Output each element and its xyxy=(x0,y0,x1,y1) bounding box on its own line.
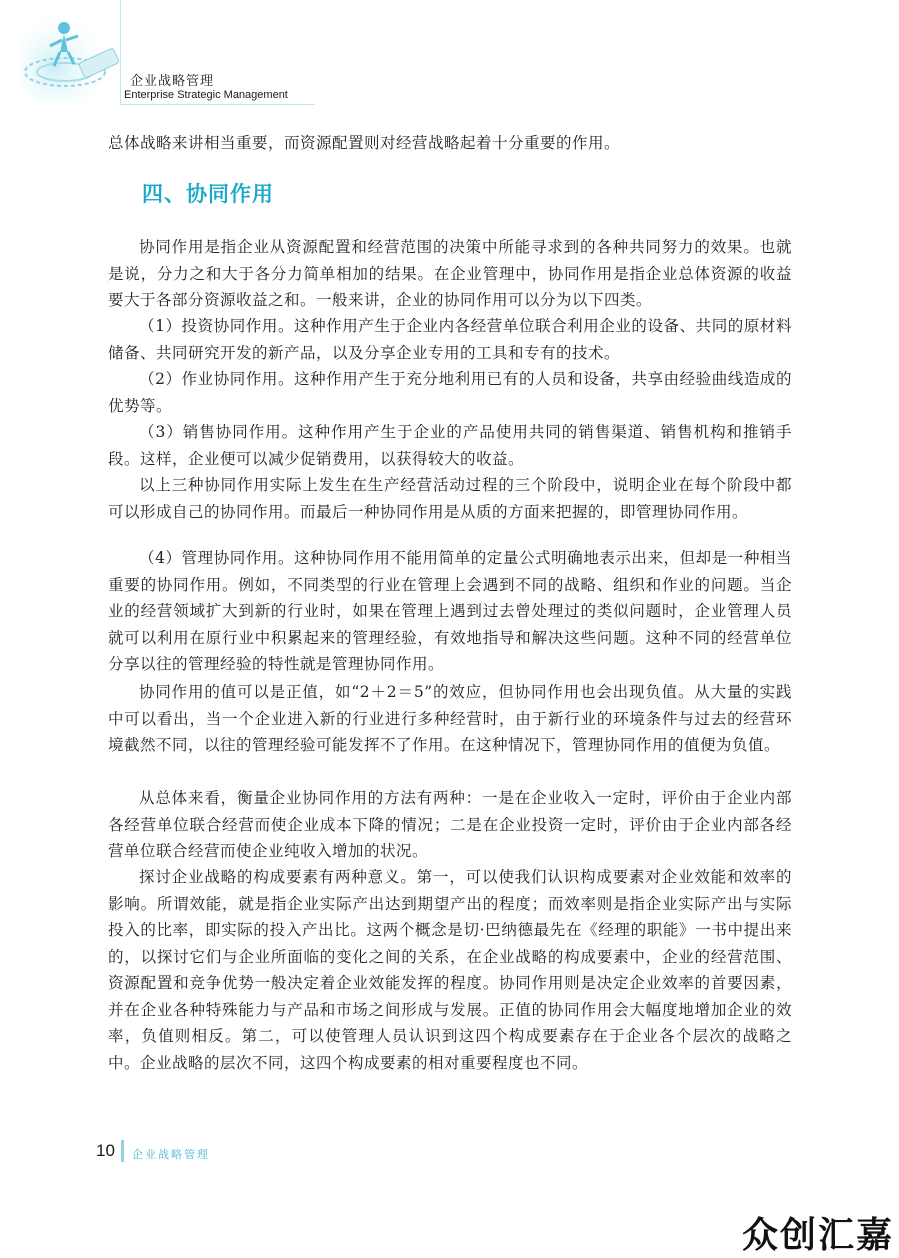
header-title-english: Enterprise Strategic Management xyxy=(124,89,288,101)
paragraph-6: （4）管理协同作用。这种协同作用不能用简单的定量公式明确地表示出来，但却是一种相当重要的协同作用。例如，不同类型的行业在管理上会遇到不同的战略、组织和作业的问题。当企业的经营领域扩大到新的行业时，如果在管理上遇到过去曾处理过的类似问题时，企业管理人员就可以利用在原行业中积累起来的管理经验，有效地指导和解决这些问题。这种不同的经营单位分享以往的管理经验的特性就是管理协同作用。 xyxy=(108,549,792,673)
continuation-paragraph: 总体战略来讲相当重要，而资源配置则对经营战略起着十分重要的作用。 xyxy=(108,134,621,152)
header-vertical-rule xyxy=(120,0,121,105)
footer-title: 企业战略管理 xyxy=(132,1148,210,1161)
watermark: 众创汇嘉 xyxy=(742,1215,895,1256)
paragraph-9: 探讨企业战略的构成要素有两种意义。第一，可以使我们认识构成要素对企业效能和效率的影响。所谓效能，就是指企业实际产出达到期望产出的程度；而效率则是指企业实际产出与实际投入的比率，即实际的投入产出比。这两个概念是切·巴纳德最先在《经理的职能》一书中提出来的，以探讨它们与企业所面临的变化之间的关系，在企业战略的构成要素中，企业的经营范围、资源配置和竞争优势一般决定着企业效能发挥的程度。协同作用则是决定企业效率的首要因素，并在企业各种特殊能力与产品和市场之间形成与发展。正值的协同作用会大幅度地增加企业的效率，负值则相反。第二，可以使管理人员认识到这四个构成要素存在于企业各个层次的战略之中。企业战略的层次不同，这四个构成要素的相对重要程度也不同。 xyxy=(108,868,792,1072)
header-title-chinese: 企业战略管理 xyxy=(130,74,215,89)
header-illustration xyxy=(20,0,130,105)
footer-divider xyxy=(121,1140,124,1162)
section-heading: 四、协同作用 xyxy=(142,182,274,206)
paragraph-7: 协同作用的值可以是正值，如“2＋2＝5”的效应，但协同作用也会出现负值。从大量的实践中可以看出，当一个企业进入新的行业进行多种经营时，由于新行业的环境条件与过去的经营环境截然不同，以往的管理经验可能发挥不了作用。在这种情况下，管理协同作用的值便为负值。 xyxy=(108,683,792,754)
paragraph-4: （3）销售协同作用。这种作用产生于企业的产品使用共同的销售渠道、销售机构和推销手段。这样，企业便可以减少促销费用，以获得较大的收益。 xyxy=(108,423,792,468)
header-horizontal-rule xyxy=(120,104,315,105)
paragraph-2: （1）投资协同作用。这种作用产生于企业内各经营单位联合利用企业的设备、共同的原材料储备、共同研究开发的新产品，以及分享企业专用的工具和专有的技术。 xyxy=(108,317,792,362)
paragraph-1: 协同作用是指企业从资源配置和经营范围的决策中所能寻求到的各种共同努力的效果。也就是说，分力之和大于各分力简单相加的结果。在企业管理中，协同作用是指企业总体资源的收益要大于各部分资源收益之和。一般来讲，企业的协同作用可以分为以下四类。 xyxy=(108,238,792,309)
page-number: 10 xyxy=(96,1141,115,1160)
paragraph-8: 从总体来看，衡量企业协同作用的方法有两种：一是在企业收入一定时，评价由于企业内部各经营单位联合经营而使企业成本下降的情况；二是在企业投资一定时，评价由于企业内部各经营单位联合经营而使企业纯收入增加的状况。 xyxy=(108,789,792,860)
paragraph-3: （2）作业协同作用。这种作用产生于充分地利用已有的人员和设备，共享由经验曲线造成的优势等。 xyxy=(108,370,792,415)
paragraph-5: 以上三种协同作用实际上发生在生产经营活动过程的三个阶段中，说明企业在每个阶段中都可以形成自己的协同作用。而最后一种协同作用是从质的方面来把握的，即管理协同作用。 xyxy=(108,476,792,521)
